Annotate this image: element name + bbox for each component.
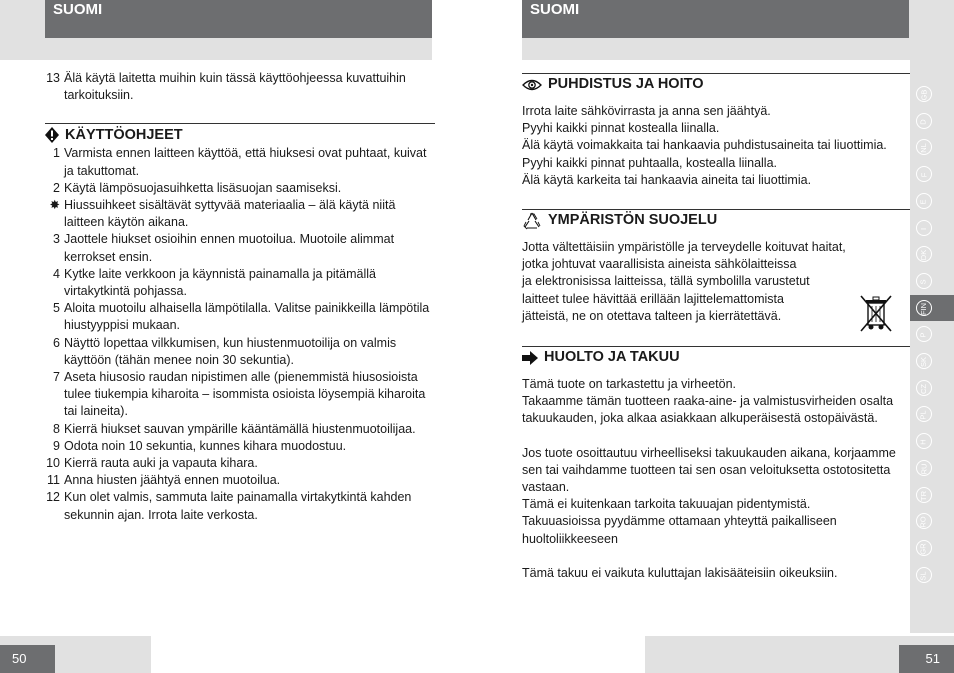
step-number: 12 bbox=[46, 490, 60, 505]
step-number: 10 bbox=[46, 456, 60, 471]
language-code: GB bbox=[919, 89, 928, 101]
warranty-line: Takaamme tämän tuotteen raaka-aine- ja valmistusvirheiden osalta takuukauden, joka alkaa asiakkaan alkuperäisestä ostopäivästä. bbox=[522, 394, 894, 426]
step-text: Aseta hiusosio raudan nipistimen alle (pienemmistä hiusosioista tulee tiukempia kiharoita – isommista osioista löysempiä kiharoita tai laineita). bbox=[64, 370, 426, 419]
environment-line: jotka johtuvat vaarallisista aineista sähkölaitteissa bbox=[522, 257, 797, 272]
right-page-number bbox=[899, 645, 954, 673]
step-text: Aloita muotoilu alhaisella lämpötilalla. Valitse painikkeilla lämpötila hiustyyppisi mukaan. bbox=[64, 301, 430, 333]
step-text: Kierrä hiukset sauvan ympärille kääntämällä hiustenmuotoilijaa. bbox=[64, 421, 416, 436]
language-code: H bbox=[918, 439, 928, 445]
language-tab[interactable] bbox=[916, 487, 932, 503]
language-tab[interactable] bbox=[916, 166, 932, 182]
step-number: 2 bbox=[53, 180, 60, 195]
right-page-number-text: 51 bbox=[925, 651, 940, 666]
environment-line: ja elektronisissa laitteissa, tällä symbolilla varustetut bbox=[522, 274, 810, 289]
instruction-step bbox=[45, 489, 435, 523]
step-text: Kytke laite verkkoon ja käynnistä painamalla ja pitämällä virtakytkintä pohjassa. bbox=[64, 266, 376, 299]
step-number: 4 bbox=[53, 266, 60, 281]
language-tab[interactable] bbox=[916, 193, 932, 209]
language-code: PL bbox=[919, 410, 928, 420]
recycle-icon bbox=[522, 212, 542, 230]
step-number: 6 bbox=[53, 335, 60, 350]
language-tab[interactable] bbox=[916, 326, 932, 342]
cleaning-line: Pyyhi kaikki pinnat kostealla liinalla. bbox=[522, 121, 720, 136]
cleaning-title: PUHDISTUS JA HOITO bbox=[548, 76, 704, 93]
language-code: I bbox=[919, 227, 928, 230]
language-code: FIN bbox=[919, 302, 928, 315]
eye-icon bbox=[522, 78, 542, 92]
warranty-title: HUOLTO JA TAKUU bbox=[544, 349, 680, 366]
environment-heading bbox=[522, 209, 912, 231]
instruction-step bbox=[45, 472, 435, 489]
warranty-line: Takuuasioissa pyydämme ottamaan yhteyttä paikalliseen huoltoliikkeeseen bbox=[522, 514, 837, 546]
left-page-number-text: 50 bbox=[12, 651, 27, 666]
environment-title: YMPÄRISTÖN SUOJELU bbox=[548, 212, 718, 229]
left-header-label: SUOMI bbox=[53, 1, 103, 18]
instruction-step bbox=[45, 145, 435, 179]
language-code: F bbox=[919, 172, 928, 178]
language-tab[interactable] bbox=[916, 540, 932, 556]
language-code: GR bbox=[919, 543, 928, 555]
instruction-step bbox=[45, 300, 435, 334]
right-column bbox=[522, 73, 912, 582]
instruction-steps bbox=[45, 145, 435, 523]
step-text: Näyttö lopettaa vilkkumisen, kun hiustenmuotoilija on valmis käyttöön (tähän menee noin 30 sekuntia). bbox=[64, 335, 397, 367]
cleaning-text bbox=[522, 103, 912, 189]
instruction-step bbox=[45, 455, 435, 472]
step-number: 5 bbox=[53, 301, 60, 316]
warranty-line: Tämä tuote on tarkastettu ja virheetön. bbox=[522, 377, 737, 392]
step-number: 8 bbox=[53, 421, 60, 436]
language-tab[interactable] bbox=[916, 139, 932, 155]
language-code: RO bbox=[919, 516, 928, 528]
language-code: SL bbox=[919, 571, 928, 581]
language-code: D bbox=[918, 118, 928, 125]
environment-line: jätteistä, ne on otettava talteen ja kierrätettävä. bbox=[522, 308, 782, 323]
step-text: Kun olet valmis, sammuta laite painamalla virtakytkintä kahden sekunnin ajan. Irrota laite verkosta. bbox=[64, 490, 412, 522]
instructions-title: KÄYTTÖOHJEET bbox=[65, 126, 183, 143]
language-code: NL bbox=[919, 143, 928, 154]
instruction-step bbox=[45, 231, 435, 265]
instruction-step bbox=[45, 421, 435, 438]
step-text: Hiussuihkeet sisältävät syttyvää materiaalia – älä käytä niitä laitteen käytön aikana. bbox=[64, 198, 396, 230]
language-tab[interactable] bbox=[916, 433, 932, 449]
right-header-label: SUOMI bbox=[530, 1, 580, 18]
language-tab[interactable] bbox=[916, 113, 932, 129]
warranty-paragraph-3: Tämä takuu ei vaikuta kuluttajan lakisääteisiin oikeuksiin. bbox=[522, 565, 838, 580]
warranty-paragraph-2 bbox=[522, 445, 912, 548]
intro-item-number: 13 bbox=[46, 71, 60, 85]
language-tab[interactable] bbox=[916, 567, 932, 583]
right-page-header bbox=[522, 0, 909, 38]
warning-icon bbox=[45, 127, 59, 143]
instruction-step bbox=[45, 197, 435, 231]
weee-bin-icon bbox=[857, 293, 895, 333]
step-number: 11 bbox=[47, 473, 60, 488]
left-column bbox=[45, 70, 435, 524]
warranty-line: Tämä ei kuitenkaan tarkoita takuuajan pidentymistä. bbox=[522, 497, 811, 512]
step-text: Kierrä rauta auki ja vapauta kihara. bbox=[64, 456, 258, 471]
cleaning-line: Pyyhi kaikki pinnat puhtaalla, kostealla liinalla. bbox=[522, 155, 778, 170]
language-sidebar bbox=[910, 60, 954, 633]
step-number: 9 bbox=[53, 438, 60, 453]
language-code: P bbox=[918, 332, 928, 338]
language-tab[interactable] bbox=[916, 246, 932, 262]
language-tab[interactable] bbox=[916, 380, 932, 396]
language-tab[interactable] bbox=[916, 353, 932, 369]
step-text: Jaottele hiukset osioihin ennen muotoilua. Muotoile alimmat kerrokset ensin. bbox=[64, 232, 395, 264]
language-tab[interactable] bbox=[916, 86, 932, 102]
language-tab[interactable] bbox=[916, 300, 932, 316]
cleaning-line: Älä käytä voimakkaita tai hankaavia puhdistusaineita tai liuottimia. bbox=[522, 138, 887, 153]
language-tab[interactable] bbox=[916, 220, 932, 236]
step-number: 7 bbox=[53, 370, 60, 385]
language-code: SK bbox=[918, 356, 928, 368]
step-text: Varmista ennen laitteen käyttöä, että hiuksesi ovat puhtaat, kuivat ja takuttomat. bbox=[64, 146, 427, 178]
language-tab[interactable] bbox=[916, 406, 932, 422]
environment-line: Jotta vältettäisiin ympäristölle ja terveydelle koituvat haitat, bbox=[522, 240, 846, 255]
language-code: CZ bbox=[919, 383, 928, 394]
step-number: 3 bbox=[53, 232, 60, 247]
cleaning-line: Älä käytä karkeita tai hankaavia aineita tai liuottimia. bbox=[522, 172, 812, 187]
language-code: E bbox=[918, 199, 928, 205]
warranty-heading bbox=[522, 346, 912, 368]
language-tab[interactable] bbox=[916, 513, 932, 529]
warranty-line: Jos tuote osoittautuu virheelliseksi takuukauden aikana, korjaamme sen tai vaihdamme tuotteen tai sen osan veloituksetta ostotositetta vastaan. bbox=[522, 445, 896, 495]
left-page-number bbox=[0, 645, 55, 673]
instruction-step bbox=[45, 369, 435, 421]
language-code: S bbox=[918, 279, 928, 285]
step-text: Anna hiusten jäähtyä ennen muotoilua. bbox=[64, 473, 281, 488]
instruction-step bbox=[45, 266, 435, 300]
intro-item-text: Älä käytä laitetta muihin kuin tässä käyttöohjeessa kuvattuihin tarkoituksiin. bbox=[64, 71, 406, 103]
step-text: Käytä lämpösuojasuihketta lisäsuojan saamiseksi. bbox=[64, 180, 342, 195]
language-code: RU bbox=[919, 463, 928, 475]
language-code: DK bbox=[918, 249, 928, 261]
instruction-step bbox=[45, 438, 435, 455]
instruction-step bbox=[45, 180, 435, 197]
step-number: 1 bbox=[53, 146, 60, 161]
language-tab[interactable] bbox=[916, 460, 932, 476]
instruction-step bbox=[45, 335, 435, 369]
left-page-header bbox=[45, 0, 432, 38]
intro-item bbox=[45, 70, 435, 104]
instructions-heading bbox=[45, 123, 435, 145]
environment-text bbox=[522, 239, 912, 325]
warranty-paragraph-1 bbox=[522, 376, 912, 428]
environment-line: laitteet tulee hävittää erillään lajittelemattomista bbox=[522, 291, 784, 306]
language-tab[interactable] bbox=[916, 273, 932, 289]
cleaning-line: Irrota laite sähkövirrasta ja anna sen jäähtyä. bbox=[522, 104, 771, 118]
step-text: Odota noin 10 sekuntia, kunnes kihara muodostuu. bbox=[64, 438, 347, 453]
cleaning-heading bbox=[522, 73, 912, 95]
arrow-right-icon bbox=[522, 351, 538, 365]
language-code: TR bbox=[919, 490, 928, 501]
step-number: ✸ bbox=[49, 198, 60, 213]
